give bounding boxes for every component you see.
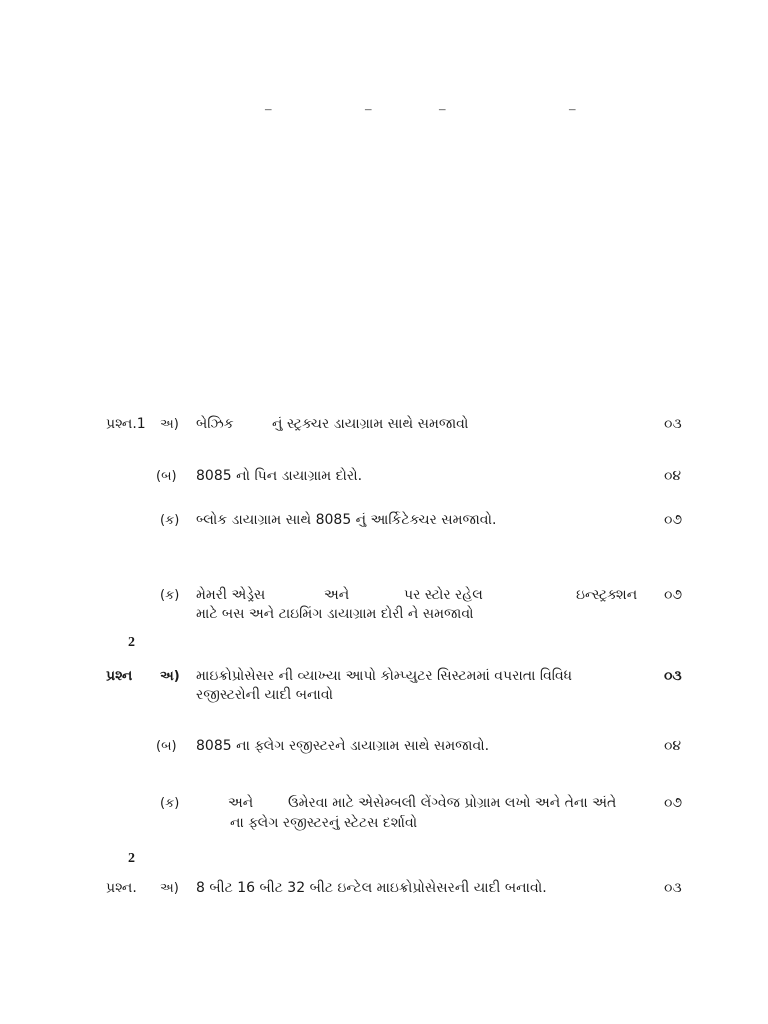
question-text: બેઝિક [196,416,234,432]
marks: ૦૪ [664,468,682,484]
question-text: બ્લોક ડાયાગ્રામ સાથે 8085 નું આર્કિટેક્ચર સમજાવો. [196,512,497,528]
question-text: ઉમેરવા માટે એસેમ્બલી લેંગ્વેજ પ્રોગ્રામ લખો અને તેના અંતે [288,795,617,811]
sub-question-label: અ) [160,881,179,896]
question-text: માઇક્રોપ્રોસેસર ની વ્યાખ્યા આપો કોમ્પ્યુટર સિસ્ટમમાં વપરાતા વિવિધ [196,668,573,684]
question-text: અને [228,795,254,811]
sub-question-label: (બ) [156,469,177,484]
marks: ૦૭ [664,512,683,528]
sub-question-label: (ક) [160,513,180,528]
question-text: ઇન્સ્ટ્રક્શન [576,587,638,603]
question-text: અને [324,587,350,603]
marks: ૦૩ [664,416,682,432]
separator-number: 2 [128,851,135,866]
question-text: 8085 ના ફ્લેગ રજીસ્ટરને ડાયાગ્રામ સાથે સમજાવો. [196,738,490,754]
sub-question-label: (ક) [160,588,180,603]
marks: ૦૩ [664,668,682,684]
question-text: પર સ્ટોર રહેલ [404,587,483,603]
marks: ૦૭ [664,795,683,811]
question-text: માટે બસ અને ટાઇમિંગ ડાયાગ્રામ દોરી ને સમજાવો [196,606,474,622]
question-label: પ્રશ્ન.1 [106,416,146,432]
question-text: મેમરી એડ્રેસ [196,587,266,603]
header-dash: – [439,101,446,116]
question-text: ના ફ્લેગ રજીસ્ટરનું સ્ટેટસ દર્શાવો [230,815,418,831]
question-text: 8085 નો પિન ડાયાગ્રામ દોરો. [196,468,363,484]
question-label: પ્રશ્ન. [106,880,137,896]
marks: ૦૩ [664,880,682,896]
header-dash: – [365,101,372,116]
separator-number: 2 [128,635,135,650]
header-dash: – [265,101,272,116]
question-text: નું સ્ટ્રક્ચર ડાયાગ્રામ સાથે સમજાવો [272,416,469,432]
question-text: 8 બીટ 16 બીટ 32 બીટ ઇન્ટેલ માઇક્રોપ્રોસેસરની યાદી બનાવો. [196,880,547,896]
header-dash: – [569,101,576,116]
question-text: રજીસ્ટરોની યાદી બનાવો [196,687,334,703]
sub-question-label: અ) [160,669,180,684]
sub-question-label: (બ) [156,739,177,754]
question-label: પ્રશ્ન [106,668,133,684]
sub-question-label: અ) [160,417,179,432]
marks: ૦૭ [664,587,683,603]
sub-question-label: (ક) [160,796,180,811]
marks: ૦૪ [664,738,682,754]
